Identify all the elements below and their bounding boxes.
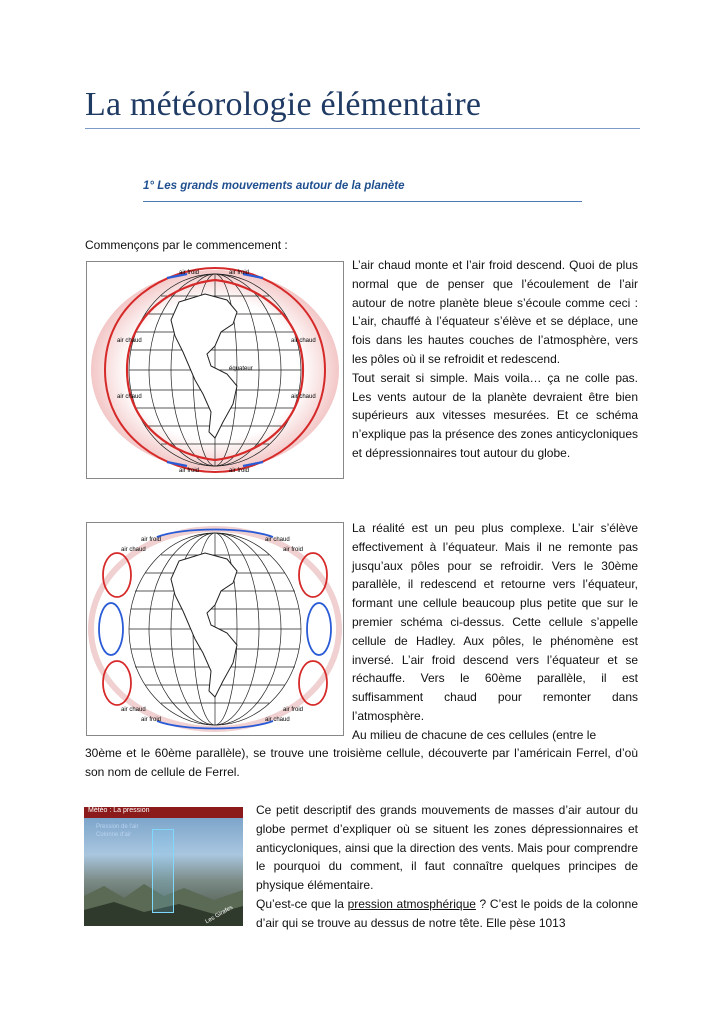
photo-watermark: Les Girafes [204, 904, 235, 926]
label-air-chaud: air chaud [291, 338, 316, 344]
label-air-froid: air froid [229, 270, 250, 276]
label-air-froid: air froid [141, 537, 162, 543]
photo-label: Colonne d'air [96, 832, 132, 838]
label-air-chaud: air chaud [121, 547, 146, 553]
paragraph: Tout serait si simple. Mais voila… ça ne colle pas. Les vents autour de la planète devraient être bien supérieurs aux vitesses mesurées. Et ce schéma n’explique pas la présence des zones anticycloniques et dépressionnaires tout autour du globe. [352, 370, 638, 460]
paragraph-single-cell [352, 256, 638, 463]
page-title: La météorologie élémentaire [85, 86, 482, 123]
label-air-chaud: air chaud [265, 537, 290, 543]
pressure-link[interactable]: pression atmosphérique [347, 896, 476, 911]
paragraph-ferrel [85, 744, 638, 782]
air-column-box [152, 829, 174, 913]
paragraph: Au milieu de chacune de ces cellules (entre le [352, 727, 597, 742]
label-air-froid: air froid [283, 707, 304, 713]
text-run: ? C’est le poids de la colonne d’air qui se trouve au dessus de notre tête. Elle pèse 1013 [256, 896, 638, 930]
label-air-chaud: air chaud [291, 394, 316, 400]
pressure-illustration-image [84, 807, 243, 926]
photo-label: Pression de l'air [96, 824, 139, 830]
paragraph: La réalité est un peu plus complexe. L’air s’élève effectivement à l’équateur. Mais il ne remonte pas jusqu’aux pôles pour se refroidir. Vers le 30ème parallèle, il redescend et retourne vers l’équateur, formant une cellule beaucoup plus petite que sur le premier schéma ci-dessus. Cette cellule s’appelle cellule de Hadley. Aux pôles, le phénomène est inversé. L’air froid descend vers l’équateur et se réchauffe. Vers le 60ème parallèle, il est suffisamment chaud pour remonter dans l’atmosphère. [352, 521, 638, 723]
intro-text: Commençons par le commencement : [85, 238, 288, 252]
label-air-froid: air froid [179, 468, 200, 474]
paragraph: 30ème et le 60ème parallèle), se trouve une troisième cellule, découverte par l’américain Ferrel, d’où son nom de cellule de Ferrel. [85, 746, 638, 779]
paragraph [256, 895, 638, 933]
label-air-froid: air froid [229, 468, 250, 474]
paragraph: Ce petit descriptif des grands mouvements de masses d’air autour du globe permet d’expliquer où se situent les zones dépressionnaires et anticycloniques, ainsi que la direction des vents. Mais pour comprendre le pourquoi du comment, il faut connaître quelques principes de physique élémentaire. [256, 803, 638, 893]
label-air-chaud: air chaud [121, 707, 146, 713]
label-air-chaud: air chaud [117, 338, 142, 344]
title-divider [85, 128, 640, 129]
label-air-chaud: air chaud [265, 717, 290, 723]
label-equateur: équateur [229, 366, 253, 372]
paragraph-three-cells [352, 519, 638, 745]
section-heading: 1° Les grands mouvements autour de la planète [143, 180, 405, 192]
label-air-froid: air froid [141, 717, 162, 723]
text-run: Qu’est-ce que la [256, 896, 348, 911]
label-air-froid: air froid [179, 270, 200, 276]
paragraph-pressure [256, 801, 638, 933]
three-cell-circulation-diagram [86, 522, 344, 736]
label-air-froid: air froid [283, 547, 304, 553]
single-cell-circulation-diagram [86, 261, 344, 479]
photo-header: Météo : La pression [84, 807, 243, 818]
paragraph: L’air chaud monte et l’air froid descend. Quoi de plus normal que de penser que l’écoulement de l’air autour de notre planète bleue s’écoule comme ceci : L’air, chauffé à l’équateur s’élève et se déplace, une fois dans les hautes couches de l’atmosphère, vers les pôles où il se refroidit et redescend. [352, 258, 638, 366]
label-air-chaud: air chaud [117, 394, 142, 400]
section-divider [143, 201, 582, 202]
